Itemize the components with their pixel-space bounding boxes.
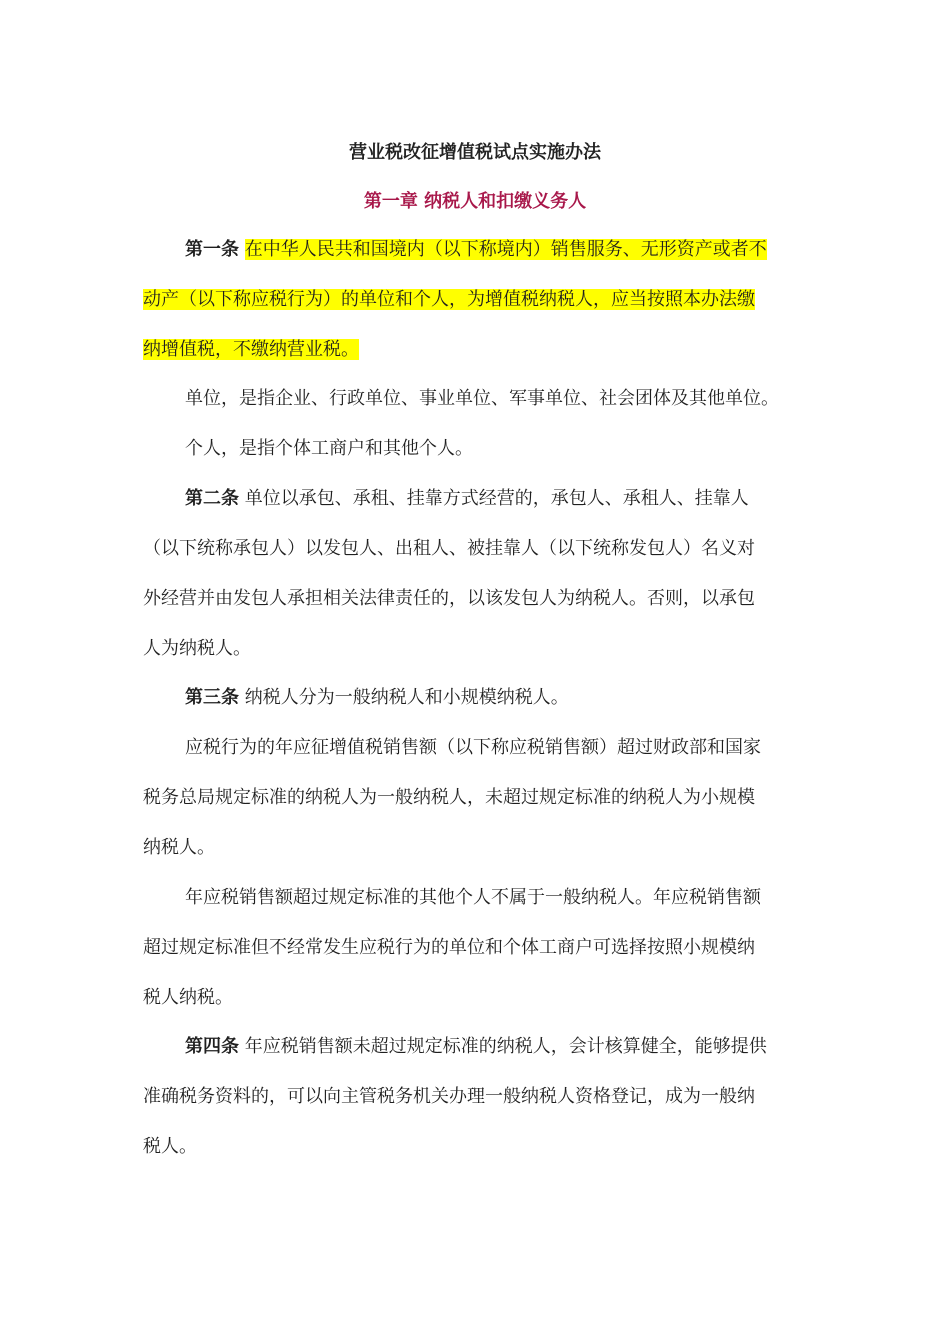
chapter-heading: 第一章 纳税人和扣缴义务人 [363,191,587,212]
article-1-line-2 [143,285,813,315]
article-4-line-3: 税人。 [143,1136,197,1157]
article-2-line-3: 外经营并由发包人承担相关法律责任的，以该发包人为纳税人。否则，以承包 [143,588,755,609]
article-1-text-1: 在中华人民共和国境内（以下称境内）销售服务、无形资产或者不 [244,239,767,260]
paragraph-4-line-1: 年应税销售额超过规定标准的其他个人不属于一般纳税人。年应税销售额 [185,887,761,908]
paragraph-3-line-3: 纳税人。 [143,837,215,858]
article-1-text-2: 动产（以下称应税行为）的单位和个人，为增值税纳税人，应当按照本办法缴 [143,289,755,310]
paragraph-individual-definition: 个人，是指个体工商户和其他个人。 [185,438,473,459]
document-title: 营业税改征增值税试点实施办法 [349,142,601,163]
article-1-line-1 [185,235,813,265]
article-3-text-1: 纳税人分为一般纳税人和小规模纳税人。 [244,687,569,708]
article-2-line-1 [185,484,813,514]
article-4-line-2: 准确税务资料的，可以向主管税务机关办理一般纳税人资格登记，成为一般纳 [143,1086,755,1107]
article-1-label: 第一条 [185,239,239,260]
article-3-label: 第三条 [185,687,239,708]
paragraph-3-line-1: 应税行为的年应征增值税销售额（以下称应税销售额）超过财政部和国家 [185,737,761,758]
article-2-line-2: （以下统称承包人）以发包人、出租人、被挂靠人（以下统称发包人）名义对 [143,538,755,559]
article-4-label: 第四条 [185,1036,239,1057]
article-1-text-3: 纳增值税，不缴纳营业税。 [143,339,359,360]
article-1-line-3 [143,335,813,365]
article-2-line-4: 人为纳税人。 [143,638,251,659]
paragraph-3-line-2: 税务总局规定标准的纳税人为一般纳税人，未超过规定标准的纳税人为小规模 [143,787,755,808]
paragraph-4-line-3: 税人纳税。 [143,987,233,1008]
article-4-line-1 [185,1032,813,1062]
paragraph-unit-definition: 单位，是指企业、行政单位、事业单位、军事单位、社会团体及其他单位。 [185,388,779,409]
article-4-text-1: 年应税销售额未超过规定标准的纳税人，会计核算健全，能够提供 [244,1036,767,1057]
article-2-label: 第二条 [185,488,239,509]
article-3-line-1 [185,683,813,713]
article-2-text-1: 单位以承包、承租、挂靠方式经营的，承包人、承租人、挂靠人 [244,488,749,509]
paragraph-4-line-2: 超过规定标准但不经常发生应税行为的单位和个体工商户可选择按照小规模纳 [143,937,755,958]
